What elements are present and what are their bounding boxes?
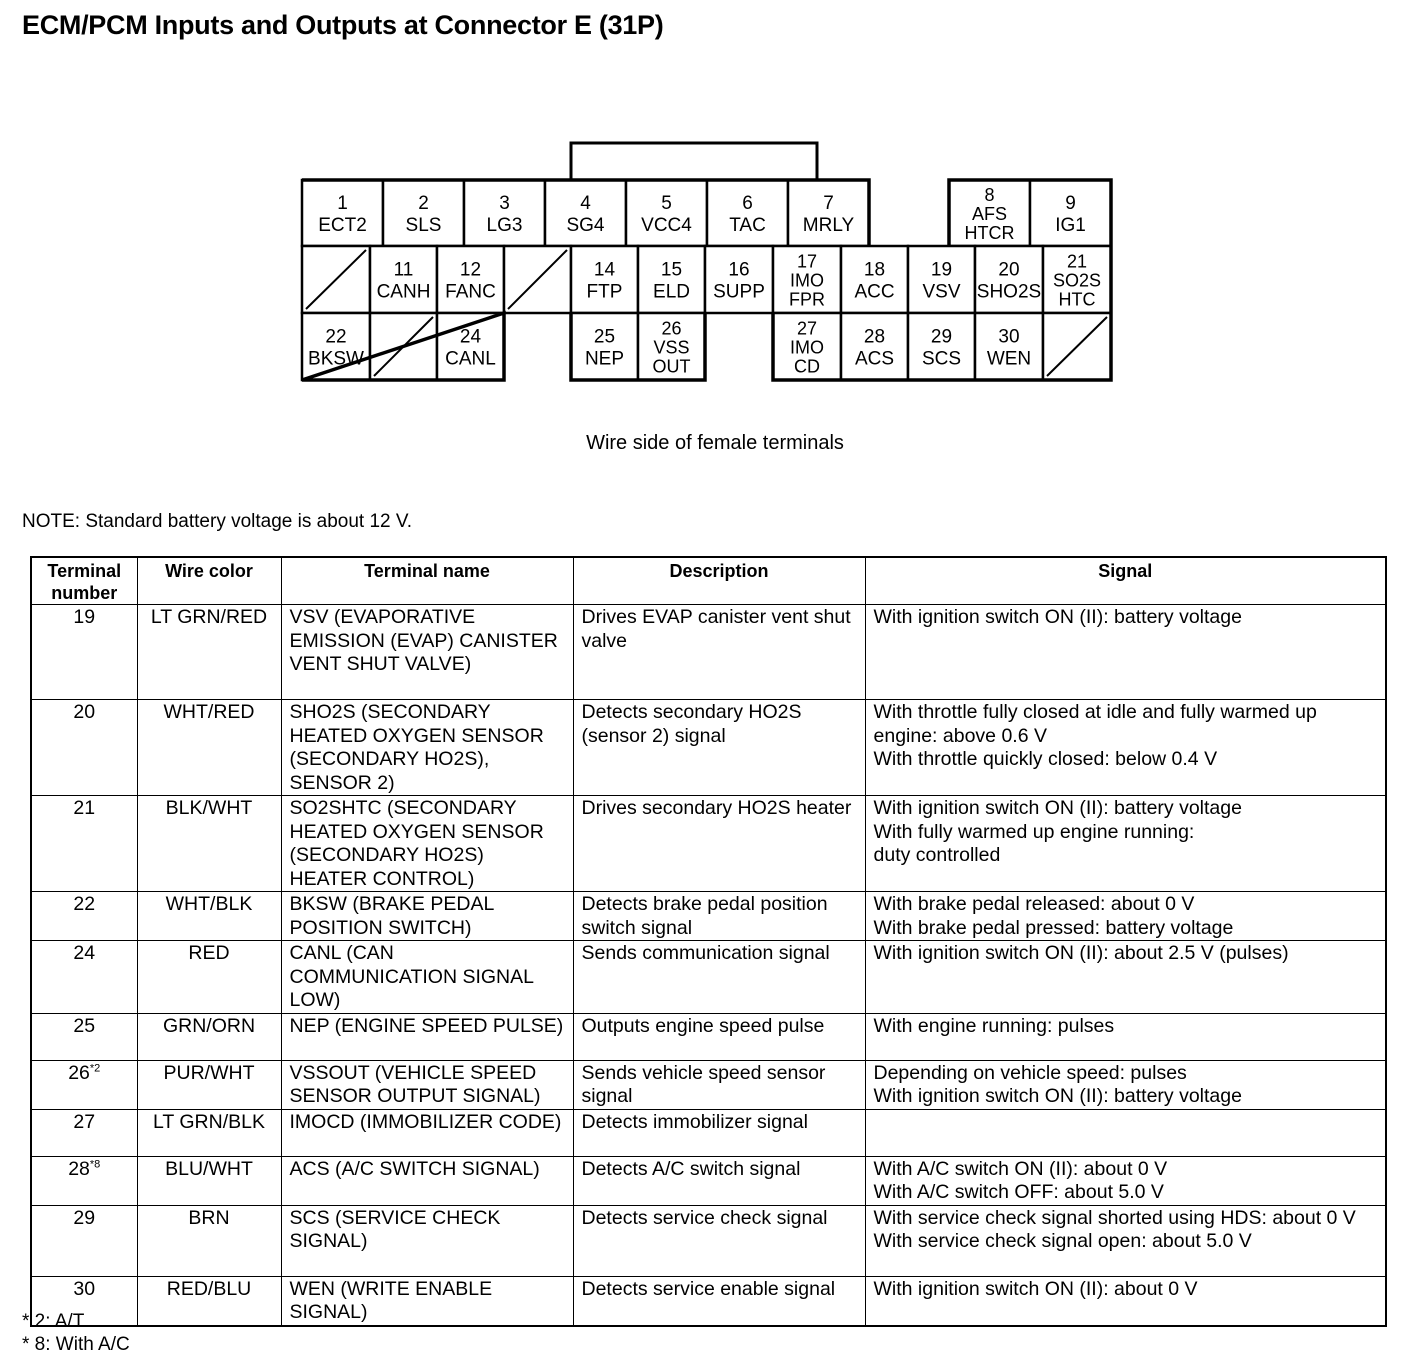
description-cell: Detects service check signal [573, 1205, 865, 1276]
terminal-number: 21 [1066, 251, 1088, 272]
wire-color-cell: BRN [137, 1205, 281, 1276]
description-cell: Drives EVAP canister vent shut valve [573, 605, 865, 700]
terminal-label: NEP [584, 348, 625, 370]
terminal-name-cell: VSSOUT (VEHICLE SPEED SENSOR OUTPUT SIGNAL) [281, 1060, 573, 1109]
header-description: Description [573, 557, 865, 605]
table-row [31, 1109, 1386, 1156]
terminal-name-cell: NEP (ENGINE SPEED PULSE) [281, 1013, 573, 1060]
wire-color-cell: RED/BLU [137, 1276, 281, 1326]
terminal-number: 14 [593, 259, 616, 281]
terminal-number: 27 [796, 318, 818, 339]
terminal-name-cell: SHO2S (SECONDARY HEATED OXYGEN SENSOR (SECONDARY HO2S), SENSOR 2) [281, 700, 573, 796]
terminal-number: 9 [1065, 193, 1076, 214]
terminal-number: 17 [796, 251, 818, 272]
terminal-number: 6 [742, 193, 753, 214]
terminal-number: 5 [661, 193, 672, 214]
connector-caption: Wire side of female terminals [586, 432, 844, 454]
description-cell: Drives secondary HO2S heater [573, 796, 865, 892]
terminal-label: SO2S [1052, 270, 1102, 291]
terminal-number: 20 [73, 701, 96, 723]
description-cell: Detects immobilizer signal [573, 1109, 865, 1156]
terminal-label: SLS [405, 215, 442, 236]
description-cell: Sends communication signal [573, 941, 865, 1014]
terminal-number-cell [31, 1205, 137, 1276]
terminal-number: 18 [863, 259, 886, 281]
signal-cell: Depending on vehicle speed: pulses With ignition switch ON (II): battery voltage [865, 1060, 1386, 1109]
terminal-label: IMO [790, 337, 824, 358]
signal-cell: With throttle fully closed at idle and fully warmed up engine: above 0.6 V With throttle quickly closed: below 0.4 V [865, 700, 1386, 796]
terminal-name-cell: BKSW (BRAKE PEDAL POSITION SWITCH) [281, 892, 573, 941]
connector-lock-tab [571, 143, 817, 180]
terminal-number: 7 [823, 193, 834, 214]
terminal-number: 24 [459, 326, 482, 348]
signal-cell: With A/C switch ON (II): about 0 V With A/C switch OFF: about 5.0 V [865, 1156, 1386, 1205]
wire-color-cell: LT GRN/BLK [137, 1109, 281, 1156]
terminal-number: 30 [998, 326, 1020, 348]
terminal-number: 11 [393, 259, 414, 281]
wire-color-cell: GRN/ORN [137, 1013, 281, 1060]
terminal-label: CD [794, 356, 820, 377]
terminal-name-cell: WEN (WRITE ENABLE SIGNAL) [281, 1276, 573, 1326]
terminal-number: 19 [930, 259, 953, 281]
wire-color-cell: WHT/RED [137, 700, 281, 796]
signal-cell: With brake pedal released: about 0 V With brake pedal pressed: battery voltage [865, 892, 1386, 941]
terminal-number: 20 [998, 259, 1020, 281]
signal-cell [865, 1109, 1386, 1156]
terminal-number-cell [31, 1060, 137, 1109]
footnote: * 2: A/T [22, 1311, 85, 1332]
terminal-label: SCS [921, 348, 962, 370]
footnote-mark: *2 [89, 1062, 101, 1074]
terminal-number: 28 [68, 1157, 90, 1180]
terminal-label: BKSW [308, 348, 364, 370]
terminal-label: IG1 [1055, 215, 1086, 236]
wire-color-cell: PUR/WHT [137, 1060, 281, 1109]
terminal-number: 22 [73, 893, 96, 915]
battery-note: NOTE: Standard battery voltage is about 12 V. [22, 511, 413, 532]
table-row [31, 1013, 1386, 1060]
terminal-number: 30 [73, 1277, 96, 1300]
table-row [31, 1156, 1386, 1205]
table-row [31, 941, 1386, 1014]
terminal-number-cell [31, 941, 137, 1014]
terminal-number: 15 [660, 259, 683, 281]
terminal-label: ELD [653, 281, 690, 303]
description-cell: Detects secondary HO2S (sensor 2) signal [573, 700, 865, 796]
description-cell: Sends vehicle speed sensor signal [573, 1060, 865, 1109]
table-row [31, 605, 1386, 700]
terminal-number: 27 [73, 1110, 96, 1133]
terminal-number-cell [31, 892, 137, 941]
terminal-label: SHO2S [976, 281, 1042, 303]
signal-cell: With ignition switch ON (II): battery voltage With fully warmed up engine running: duty controlled [865, 796, 1386, 892]
terminal-label: CANL [445, 348, 496, 370]
connector-diagram [0, 0, 1408, 420]
terminal-label: HTC [1058, 289, 1096, 310]
description-cell: Detects brake pedal position switch signal [573, 892, 865, 941]
terminal-label: ECT2 [318, 215, 367, 236]
terminal-label: ACC [854, 281, 895, 303]
terminal-label: AFS [971, 204, 1008, 224]
terminal-number: 29 [930, 326, 953, 348]
table-row [31, 1060, 1386, 1109]
terminal-label: ACS [854, 348, 895, 370]
terminal-label: IMO [790, 270, 824, 291]
signal-cell: With ignition switch ON (II): about 2.5 V (pulses) [865, 941, 1386, 1014]
terminal-number: 1 [337, 193, 348, 214]
terminal-label: SG4 [566, 215, 605, 236]
terminal-number: 25 [73, 1014, 96, 1037]
description-cell: Detects A/C switch signal [573, 1156, 865, 1205]
table-row [31, 892, 1386, 941]
description-cell: Detects service enable signal [573, 1276, 865, 1326]
terminal-name-cell: SCS (SERVICE CHECK SIGNAL) [281, 1205, 573, 1276]
terminal-number-cell [31, 605, 137, 700]
signal-cell: With service check signal shorted using HDS: about 0 V With service check signal open: about 5.0 V [865, 1205, 1386, 1276]
terminal-number-cell [31, 796, 137, 892]
terminal-number-cell [31, 1013, 137, 1060]
terminal-number: 2 [418, 193, 429, 214]
terminal-number: 22 [325, 326, 347, 348]
terminal-label: VCC4 [641, 215, 692, 236]
terminal-table [30, 556, 1387, 1327]
terminal-name-cell: VSV (EVAPORATIVE EMISSION (EVAP) CANISTER VENT SHUT VALVE) [281, 605, 573, 700]
terminal-number: 28 [863, 326, 886, 348]
terminal-name-cell: IMOCD (IMMOBILIZER CODE) [281, 1109, 573, 1156]
terminal-number-cell [31, 700, 137, 796]
signal-cell: With ignition switch ON (II): battery voltage [865, 605, 1386, 700]
terminal-name-cell: SO2SHTC (SECONDARY HEATED OXYGEN SENSOR (SECONDARY HO2S) HEATER CONTROL) [281, 796, 573, 892]
table-row [31, 700, 1386, 796]
wire-color-cell: WHT/BLK [137, 892, 281, 941]
terminal-number: 24 [73, 942, 96, 964]
terminal-label: MRLY [802, 215, 855, 236]
terminal-label: CANH [376, 281, 431, 303]
terminal-label: SUPP [713, 281, 765, 303]
terminal-number: 3 [499, 193, 510, 214]
table-row [31, 1276, 1386, 1326]
terminal-number-cell [31, 1156, 137, 1205]
page-title: ECM/PCM Inputs and Outputs at Connector E (31P) [22, 10, 664, 40]
terminal-label: TAC [729, 215, 766, 236]
terminal-label: WEN [986, 348, 1032, 370]
terminal-number: 29 [73, 1206, 96, 1229]
table-header-row [31, 557, 1386, 605]
header-signal: Signal [865, 557, 1386, 605]
terminal-label: OUT [652, 356, 691, 377]
description-cell: Outputs engine speed pulse [573, 1013, 865, 1060]
terminal-label: FPR [789, 289, 825, 310]
terminal-number: 26 [68, 1061, 90, 1084]
terminal-name-cell: CANL (CAN COMMUNICATION SIGNAL LOW) [281, 941, 573, 1014]
wire-color-cell: BLU/WHT [137, 1156, 281, 1205]
signal-cell: With engine running: pulses [865, 1013, 1386, 1060]
terminal-label: FANC [445, 281, 496, 303]
terminal-label: VSV [922, 281, 961, 303]
footnotes [22, 1310, 130, 1356]
footnote: * 8: With A/C [22, 1334, 130, 1355]
signal-cell: With ignition switch ON (II): about 0 V [865, 1276, 1386, 1326]
wire-color-cell: LT GRN/RED [137, 605, 281, 700]
wire-color-cell: BLK/WHT [137, 796, 281, 892]
footnote-mark: *8 [89, 1158, 101, 1170]
wire-color-cell: RED [137, 941, 281, 1014]
terminal-number: 12 [459, 259, 482, 281]
table-row [31, 796, 1386, 892]
header-wire-color: Wire color [137, 557, 281, 605]
table-row [31, 1205, 1386, 1276]
terminal-number: 26 [661, 318, 682, 339]
terminal-label: VSS [653, 337, 690, 358]
terminal-number: 8 [984, 185, 995, 205]
terminal-label: HTCR [964, 223, 1015, 243]
header-terminal-name: Terminal name [281, 557, 573, 605]
terminal-label: LG3 [486, 215, 523, 236]
terminal-number: 25 [593, 326, 616, 348]
terminal-number: 16 [728, 259, 750, 281]
terminal-number: 19 [73, 606, 96, 628]
terminal-number: 21 [73, 797, 96, 819]
terminal-number-cell [31, 1109, 137, 1156]
terminal-number: 4 [580, 193, 591, 214]
terminal-name-cell: ACS (A/C SWITCH SIGNAL) [281, 1156, 573, 1205]
header-terminal-number: Terminal number [31, 557, 137, 605]
terminal-label: FTP [586, 281, 623, 303]
